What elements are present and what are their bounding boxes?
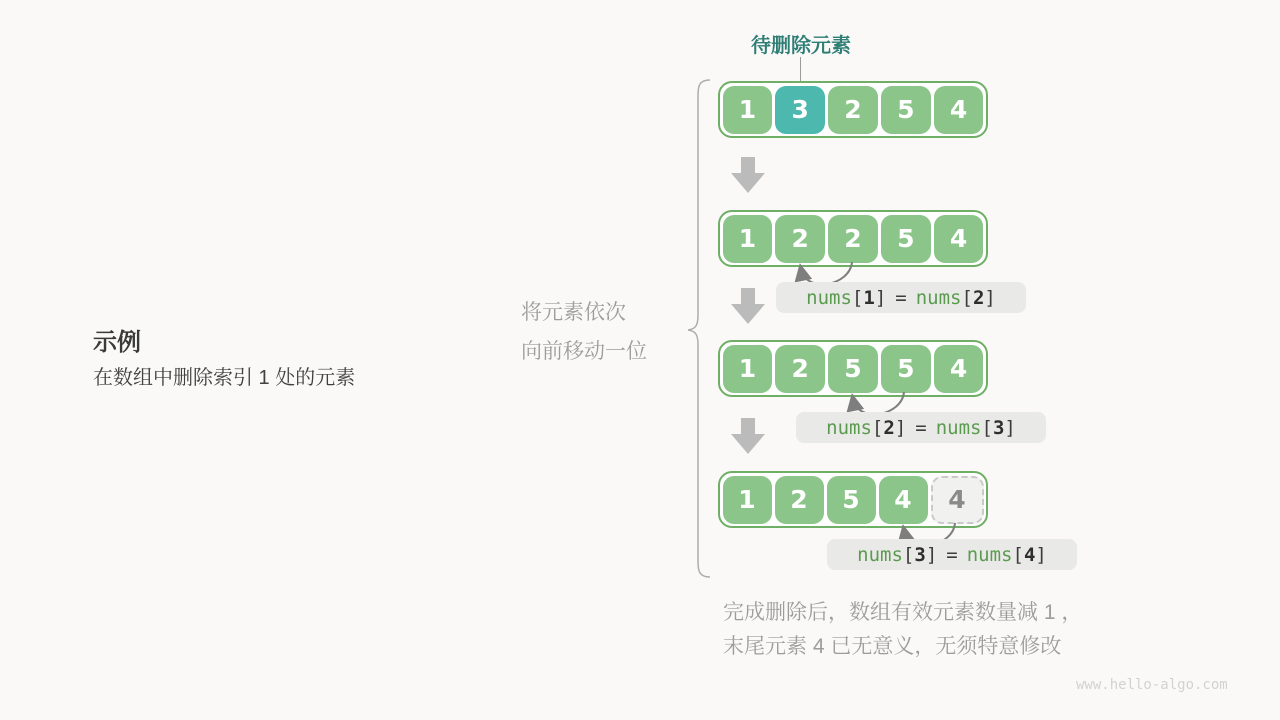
code-bracket: [	[1012, 543, 1024, 566]
code-bracket: ]	[984, 286, 996, 309]
array-cell: 5	[881, 86, 931, 134]
array-cell: 1	[723, 476, 772, 524]
code-fn: nums	[806, 286, 852, 309]
array-cell: 2	[775, 345, 825, 393]
array-cell: 2	[775, 476, 824, 524]
down-arrow-icon	[731, 418, 765, 454]
array-cell-source: 5	[881, 345, 931, 393]
code-bracket: [	[981, 416, 993, 439]
array-cell: 5	[881, 215, 931, 263]
down-arrow-icon	[731, 157, 765, 193]
footer-note-line1: 完成删除后，数组有效元素数量减 1 ，	[723, 601, 1083, 624]
code-index: 4	[1023, 543, 1036, 566]
footer-note-line2: 末尾元素 4 已无意义，无须特意修改	[723, 635, 1062, 658]
array-cell-updated: 5	[828, 345, 878, 393]
array-cell-source: 2	[828, 215, 878, 263]
code-label	[796, 412, 1046, 443]
code-bracket: ]	[925, 543, 938, 566]
array-cell-updated: 4	[879, 476, 928, 524]
code-label	[827, 539, 1077, 570]
move-note	[521, 293, 647, 371]
watermark: www.hello-algo.com	[1076, 677, 1228, 693]
code-equals: =	[915, 416, 927, 439]
array-cell: 2	[828, 86, 878, 134]
code-fn: nums	[966, 543, 1013, 566]
array-cell: 1	[723, 86, 773, 134]
example-title: 示例	[93, 329, 141, 356]
code-bracket: [	[851, 286, 864, 309]
code-fn: nums	[915, 286, 962, 309]
array-cell: 4	[934, 86, 984, 134]
code-index: 2	[883, 416, 895, 439]
array-cell-stale: 4	[931, 476, 984, 524]
array-cell-updated: 2	[775, 215, 825, 263]
code-bracket: ]	[1035, 543, 1047, 566]
code-bracket: [	[871, 416, 884, 439]
code-equals: =	[946, 543, 958, 566]
pending-delete-connector-line	[800, 57, 801, 83]
array-cell: 5	[827, 476, 876, 524]
code-fn: nums	[857, 543, 903, 566]
array-cell: 1	[723, 215, 773, 263]
array-cell: 4	[934, 345, 984, 393]
move-note-line2: 向前移动一位	[521, 340, 647, 363]
code-bracket: ]	[894, 416, 907, 439]
code-index: 2	[972, 286, 985, 309]
grouping-brace	[686, 79, 712, 578]
example-description: 在数组中删除索引 1 处的元素	[93, 367, 356, 389]
down-arrow-icon	[731, 288, 765, 324]
code-bracket: ]	[874, 286, 887, 309]
array-cell-highlight: 3	[775, 86, 825, 134]
code-fn: nums	[826, 416, 872, 439]
code-bracket: ]	[1004, 416, 1016, 439]
array-state-1	[718, 81, 988, 138]
code-bracket: [	[961, 286, 973, 309]
code-index: 3	[992, 416, 1005, 439]
footer-note	[723, 596, 1082, 664]
array-cell: 4	[934, 215, 984, 263]
code-equals: =	[895, 286, 907, 309]
move-note-line1: 将元素依次	[521, 301, 626, 324]
code-bracket: [	[902, 543, 915, 566]
code-fn: nums	[935, 416, 982, 439]
code-label	[776, 282, 1026, 313]
code-index: 3	[914, 543, 926, 566]
pending-delete-label: 待删除元素	[751, 35, 851, 57]
code-index: 1	[863, 286, 875, 309]
array-cell: 1	[723, 345, 773, 393]
